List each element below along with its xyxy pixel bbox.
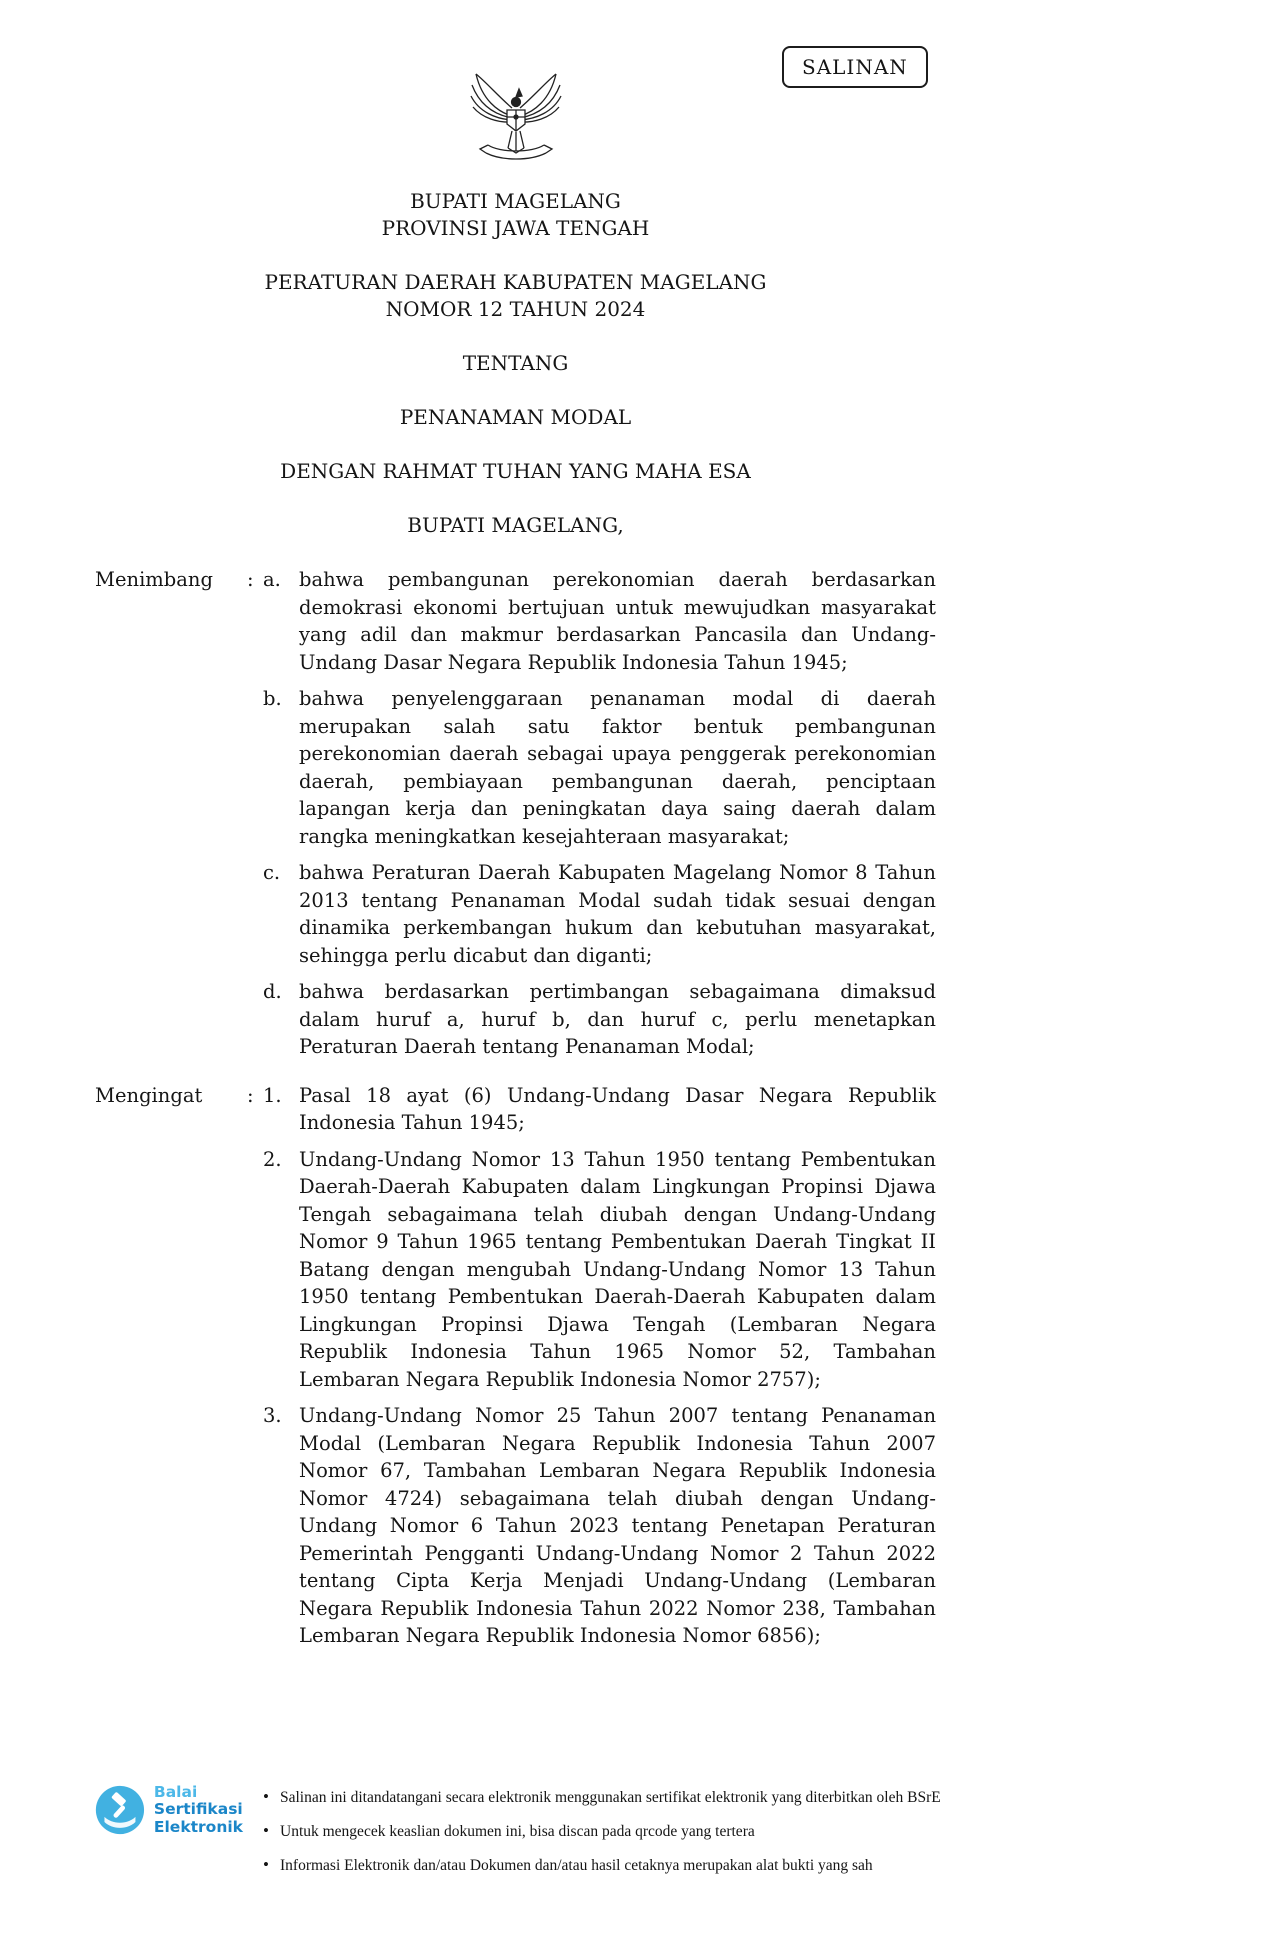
footer-note: • Informasi Elektronik dan/atau Dokumen dan/atau hasil cetaknya merupakan alat bukti yang sah	[261, 1856, 941, 1876]
menimbang-label: Menimbang	[95, 568, 213, 591]
bsre-logo-line3: Elektronik	[153, 1817, 243, 1836]
item-text: Undang-Undang Nomor 13 Tahun 1950 tentang Pembentukan Daerah-Daerah Kabupaten dalam Lingkungan Propinsi Djawa Tengah sebagaimana telah diubah dengan Undang-Undang Nomor 9 Tahun 1965 tentang Pembentukan Daerah Tingkat II Batang dengan mengubah Undang-Undang Nomor 13 Tahun 1950 tentang Pembentukan Daerah-Daerah Kabupaten dalam Lingkungan Propinsi Djawa Tengah (Lembaran Negara Republik Indonesia Tahun 1965 Nomor 52, Tambahan Lembaran Negara Republik Indonesia Nomor 2757);	[299, 1147, 936, 1391]
item-marker: d.	[263, 980, 282, 1003]
item-marker: 3.	[263, 1404, 282, 1427]
item-marker: c.	[263, 861, 281, 884]
item-text: bahwa penyelenggaraan penanaman modal di daerah merupakan salah satu faktor bentuk pembangunan perekonomian daerah sebagai upaya penggerak perekonomian daerah, pembiayaan pembangunan daerah, penciptaan lapangan kerja dan peningkatan daya saing daerah dalam rangka meningkatkan kesejahteraan masyarakat;	[299, 687, 936, 848]
item-text: bahwa berdasarkan pertimbangan sebagaimana dimaksud dalam huruf a, huruf b, dan huruf c, perlu menetapkan Peraturan Daerah tentang Penanaman Modal;	[299, 980, 936, 1058]
bsre-logo-line2: Sertifikasi	[153, 1800, 243, 1819]
garuda-emblem-icon	[464, 60, 568, 168]
footer-note: • Untuk mengecek keaslian dokumen ini, bisa discan pada qrcode yang tertera	[261, 1822, 941, 1842]
colon-separator: :	[247, 1083, 254, 1107]
menimbang-item	[95, 978, 936, 1061]
mengingat-item	[95, 1146, 936, 1394]
mengingat-section	[95, 1082, 936, 1650]
item-text: Pasal 18 ayat (6) Undang-Undang Dasar Negara Republik Indonesia Tahun 1945;	[299, 1083, 936, 1134]
bsre-logo-line1: Balai	[153, 1782, 198, 1801]
mengingat-item	[95, 1402, 936, 1650]
subject-title: PENANAMAN MODAL	[399, 405, 632, 429]
bsre-logo-text	[154, 1784, 243, 1837]
item-text: Undang-Undang Nomor 25 Tahun 2007 tentang Penanaman Modal (Lembaran Negara Republik Indonesia Tahun 2007 Nomor 67, Tambahan Lembaran Negara Republik Indonesia Nomor 4724) sebagaimana telah diubah dengan Undang-Undang Nomor 6 Tahun 2023 tentang Penetapan Peraturan Pemerintah Pengganti Undang-Undang Nomor 2 Tahun 2022 tentang Cipta Kerja Menjadi Undang-Undang (Lembaran Negara Republik Indonesia Tahun 2022 Nomor 238, Tambahan Lembaran Negara Republik Indonesia Nomor 6856);	[299, 1404, 936, 1647]
mengingat-item	[95, 1082, 936, 1137]
menimbang-item	[95, 685, 936, 850]
regulation-number: NOMOR 12 TAHUN 2024	[385, 297, 646, 321]
menimbang-item	[95, 566, 936, 676]
bsre-logo	[95, 1782, 243, 1838]
salinan-stamp: SALINAN	[782, 46, 928, 88]
issuer-line: BUPATI MAGELANG,	[407, 513, 624, 537]
invocation-line: DENGAN RAHMAT TUHAN YANG MAHA ESA	[280, 459, 751, 483]
item-text: bahwa Peraturan Daerah Kabupaten Magelang Nomor 8 Tahun 2013 tentang Penanaman Modal sudah tidak sesuai dengan dinamika perkembangan hukum dan kebutuhan masyarakat, sehingga perlu dicabut dan diganti;	[299, 861, 936, 967]
mengingat-label: Mengingat	[95, 1083, 203, 1107]
menimbang-item	[95, 859, 936, 969]
document-page	[95, 0, 936, 1659]
item-marker: b.	[263, 687, 282, 710]
menimbang-section	[95, 566, 936, 1061]
footer	[95, 1782, 1190, 1890]
regulation-heading	[95, 269, 936, 323]
footer-notes	[261, 1782, 941, 1890]
footer-note: • Salinan ini ditandatangani secara elektronik menggunakan sertifikat elektronik yang diterbitkan oleh BSrE	[261, 1788, 941, 1808]
regulation-title: PERATURAN DAERAH KABUPATEN MAGELANG	[264, 270, 767, 294]
bsre-logo-icon	[95, 1782, 145, 1838]
item-marker: 2.	[263, 1147, 282, 1171]
authority-heading	[95, 188, 936, 242]
item-text: bahwa pembangunan perekonomian daerah berdasarkan demokrasi ekonomi bertujuan untuk mewujudkan masyarakat yang adil dan makmur berdasarkan Pancasila dan Undang-Undang Dasar Negara Republik Indonesia Tahun 1945;	[299, 568, 936, 674]
item-marker: 1.	[263, 1083, 282, 1107]
item-marker: a.	[263, 568, 281, 591]
province-name: PROVINSI JAWA TENGAH	[381, 216, 650, 240]
garuda-pancasila-emblem	[464, 60, 568, 168]
tentang-label: TENTANG	[462, 351, 569, 375]
authority-name: BUPATI MAGELANG	[410, 189, 621, 213]
colon-separator: :	[247, 568, 254, 591]
